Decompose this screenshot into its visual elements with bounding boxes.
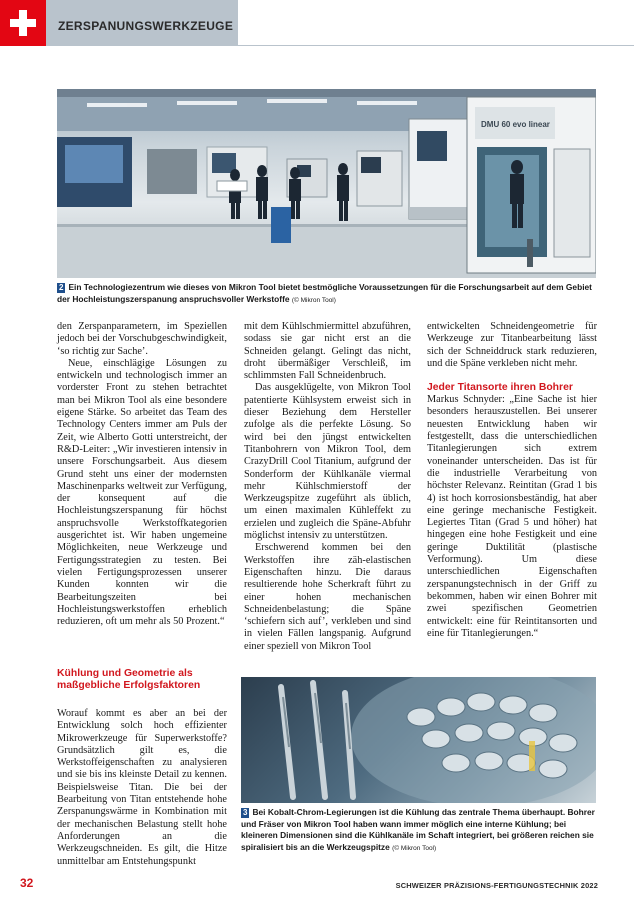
article-column-2 bbox=[244, 321, 411, 653]
figure-3-number: 3 bbox=[243, 808, 248, 817]
paragraph: Neue, einschlägige Lösungen zu entwickeln und technologisch immer an vorderster Front zu stehen betrachtet man bei Mikron Tool als eine besondere eigene Stärke. So arbeitet das Team des Technology Centers immer am Puls der Zeit, wie Alberto Gotti unterstreicht, der R&D-Leiter: „Wir investieren intensiv in unsere Forschungsarbeit. Aus diesem Grund steht uns einer der modernsten Maschinenparks weltweit zur Verfügung, der konsequent auf die Hochleistungszerspanung für höchst anspruchsvolle Werkstoffkategorien ausgerichtet ist. Wir haben ungemeine Möglichkeiten, neue Werkzeuge und Fertigungsstrategien zu testen. Bei vielen Fertigungsprozessen unserer Kunden konnten wir die Bearbeitungszeiten bei Hochleistungswerkstoffen erheblich reduzieren, oft um mehr als 50 Prozent.“ bbox=[57, 357, 227, 628]
header-rule bbox=[238, 45, 634, 46]
paragraph: mit dem Kühlschmiermittel abzuführen, sodass sie gar nicht erst an die Schneiden gelangt. Gelingt das nicht, droht übermäßiger Verschleiß, im schlimmsten Fall Schneidenbruch. bbox=[244, 321, 411, 382]
paragraph: Das ausgeklügelte, von Mikron Tool patentierte Kühlsystem erweist sich in dieser Beziehung dem Hersteller zufolge als die perfekte Lösung. So wird bei den jüngst entwickelten Titanbohrern von Mikron Tool, dem CrazyDrill Cool Titanium, aufgrund der Sonderform der Kühlkanäle viermal mehr Kühlschmierstoff der Werkzeugspitze zugeführt als üblich, um einen maximalen Kühleffekt zu erzielen und zugleich die Späne-Abfuhr möglichst intensiv zu unterstützen. bbox=[244, 382, 411, 542]
page-header bbox=[0, 0, 634, 46]
page-number: 32 bbox=[20, 876, 34, 890]
article-column-1 bbox=[57, 321, 227, 628]
subheading-cooling bbox=[57, 668, 232, 692]
article-column-3 bbox=[427, 321, 597, 640]
paragraph: Markus Schnyder: „Eine Sache ist hier besonders herauszustellen. Bei unserer neuesten Entwicklung haben wir festgestellt, dass die unterschiedlichen Titanlegierungen sich extrem voneinander unterscheiden. Das ist für die industrielle Verarbeitung von höchster Relevanz. Reintitan (Grad 1 bis 4) ist hoch korrosionsbeständig, hat aber eine geringe mechanische Festigkeit. Legiertes Titan (Grad 5 und höher) hat hingegen eine hohe Festigkeit und eine geringe Duktilität (plastische Verformung). Um diese unterschiedlichen Eigenschaften zerspanungstechnisch in der Griff zu bekommen, haben wir einen Bohrer mit zwei spezifischen Geometrien entwickelt: eine für Reintitansorten und eine für Titanlegierungen.“ bbox=[427, 394, 597, 639]
figure-3-caption bbox=[241, 807, 597, 854]
technology-center-photo bbox=[57, 89, 596, 278]
figure-2-number: 2 bbox=[59, 283, 64, 292]
figure-2-credit: (© Mikron Tool) bbox=[291, 296, 336, 304]
article-column-1-continued bbox=[57, 708, 227, 868]
paragraph: entwickelten Schneidengeometrie für Werkzeuge zur Titanbearbeitung lässt sich der Schneiddruck stark reduzieren, und die Späne verkleben nicht mehr. bbox=[427, 321, 597, 369]
figure-2-caption-text: Ein Technologiezentrum wie dieses von Mikron Tool bietet bestmögliche Voraussetzungen für die Forschungsarbeit auf dem Gebiet der Hochleistungszerspanung anspruchsvoller Werkstoffe bbox=[57, 282, 592, 304]
section-tab bbox=[46, 0, 238, 46]
figure-3-credit: (© Mikron Tool) bbox=[392, 844, 437, 852]
machine-model-text: DMU 60 evo linear bbox=[481, 120, 550, 129]
paragraph: Erschwerend kommen bei den Werkstoffen ihre zäh-elastischen Eigenschaften hinzu. Die daraus resultierende hohe Scherkraft führt zu einer hohen mechanischen Schneidenbelastung; die Späne ‘schiefern sich auf’, verkleben und sind in vielen Fällen langspanig. Aufgrund einer speziell von Mikron Tool bbox=[244, 542, 411, 652]
paragraph: den Zerspanparametern, im Speziellen jedoch bei der Vorschubgeschwindigkeit, ‘so richtig zur Sache’. bbox=[57, 321, 227, 357]
paragraph: Worauf kommt es aber an bei der Entwicklung solch hoch effizienter Mikrowerkzeuge für Superwerkstoffe? Grundsätzlich gilt es, die Werkstoffeigenschaften zu analysieren und sie bis ins kleinste Detail zu kennen. Beispielsweise Titan. Die bei der Bearbeitung von Titan entstehende hohe Zerspanungswärme in Kombination mit der mechanischen Belastung stellt hohe Anforderungen an die Werkzeugschneiden. Es gilt, die Hitze unmittelbar am Entstehungspunkt bbox=[57, 708, 227, 867]
drill-tools-photo bbox=[241, 677, 596, 803]
swiss-flag-icon bbox=[0, 0, 46, 46]
magazine-title: SCHWEIZER PRÄZISIONS-FERTIGUNGSTECHNIK 2022 bbox=[395, 881, 598, 890]
section-label: ZERSPANUNGSWERKZEUGE bbox=[58, 19, 234, 33]
technology-center-illustration bbox=[57, 89, 596, 278]
figure-2-caption bbox=[57, 282, 597, 306]
subheading-text: Kühlung und Geometrie als maßgebliche Erfolgsfaktoren bbox=[57, 668, 201, 691]
drill-tools-illustration bbox=[241, 677, 596, 803]
figure-3-caption-text: Bei Kobalt-Chrom-Legierungen ist die Kühlung das zentrale Thema überhaupt. Bohrer und Fräser von Mikron Tool haben wann immer möglich eine interne Kühlung; bei kleineren Dimensionen sind die Kühlkanäle im Schaft integriert, bei größeren reichen sie spiralisiert bis an die Werkzeugspitze bbox=[241, 807, 595, 852]
subheading-titanium: Jeder Titansorte ihren Bohrer bbox=[427, 382, 573, 394]
